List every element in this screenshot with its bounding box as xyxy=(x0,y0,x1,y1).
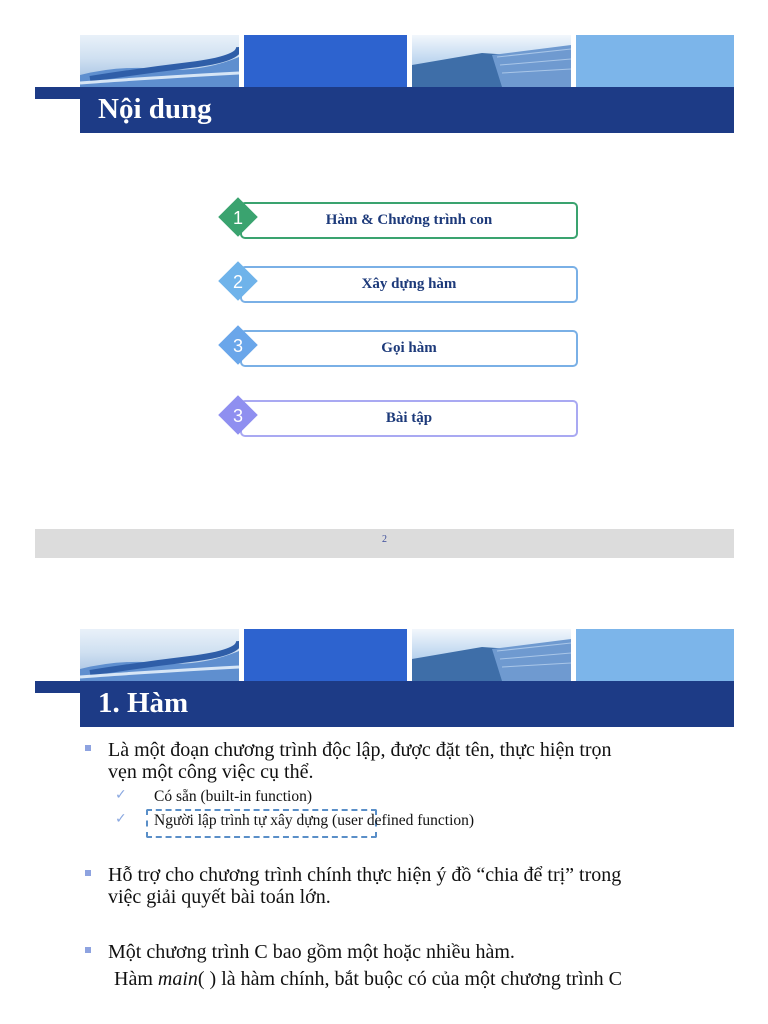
agenda-number: 3 xyxy=(232,336,243,356)
check-icon: ✓ xyxy=(115,787,127,803)
title-bar xyxy=(80,681,734,727)
title-tab xyxy=(35,681,80,693)
agenda-item-1[interactable] xyxy=(218,199,578,243)
agenda-label: Bài tập xyxy=(385,410,433,426)
page-number: 2 xyxy=(382,534,387,545)
agenda-item-4[interactable] xyxy=(218,397,578,441)
header-image-strip xyxy=(80,629,734,681)
main-pre: Hàm xyxy=(114,968,158,990)
agenda-item-3[interactable] xyxy=(218,327,578,371)
agenda-label: Hàm & Chương trình con xyxy=(325,212,493,228)
keyboard-hands-image xyxy=(80,35,239,87)
header-light-block xyxy=(576,35,734,87)
title-bar xyxy=(80,87,734,133)
building-image xyxy=(412,629,571,681)
agenda-label: Gọi hàm xyxy=(381,340,437,356)
bullet-line: việc giải quyết bài toán lớn. xyxy=(108,886,331,908)
title-tab xyxy=(35,87,80,99)
bullet-line-main xyxy=(114,968,734,990)
bullet-marker xyxy=(85,870,91,876)
header-light-block xyxy=(576,629,734,681)
header-blue-block xyxy=(244,629,407,681)
agenda-item-2[interactable] xyxy=(218,263,578,307)
building-image xyxy=(412,35,571,87)
header-image-strip xyxy=(80,35,734,87)
bullet-line: vẹn một công việc cụ thể. xyxy=(108,761,314,783)
agenda-number: 2 xyxy=(232,272,243,292)
bullet-marker xyxy=(85,947,91,953)
keyboard-hands-image xyxy=(80,629,239,681)
bullet-marker xyxy=(85,745,91,751)
bullet-line: Hỗ trợ cho chương trình chính thực hiện ý đồ “chia để trị” trong xyxy=(108,864,622,886)
bullet-line: Là một đoạn chương trình độc lập, được đặt tên, thực hiện trọn xyxy=(108,739,612,761)
sub-bullet: Người lập trình tự xây dựng (user defined function) xyxy=(154,812,475,829)
agenda-number: 3 xyxy=(232,406,243,426)
agenda-number: 1 xyxy=(232,208,243,228)
agenda-label: Xây dựng hàm xyxy=(361,276,457,292)
sub-bullet: Có sẵn (built-in function) xyxy=(154,788,312,805)
slide-title: Nội dung xyxy=(98,93,212,125)
slide-title: 1. Hàm xyxy=(98,687,189,719)
main-keyword: main xyxy=(157,968,198,990)
check-icon: ✓ xyxy=(115,811,127,827)
main-post: ( ) là hàm chính, bắt buộc có của một chương trình C xyxy=(197,968,622,990)
bullet-line: Một chương trình C bao gồm một hoặc nhiều hàm. xyxy=(108,941,515,963)
header-blue-block xyxy=(244,35,407,87)
slide-footer xyxy=(35,529,734,558)
